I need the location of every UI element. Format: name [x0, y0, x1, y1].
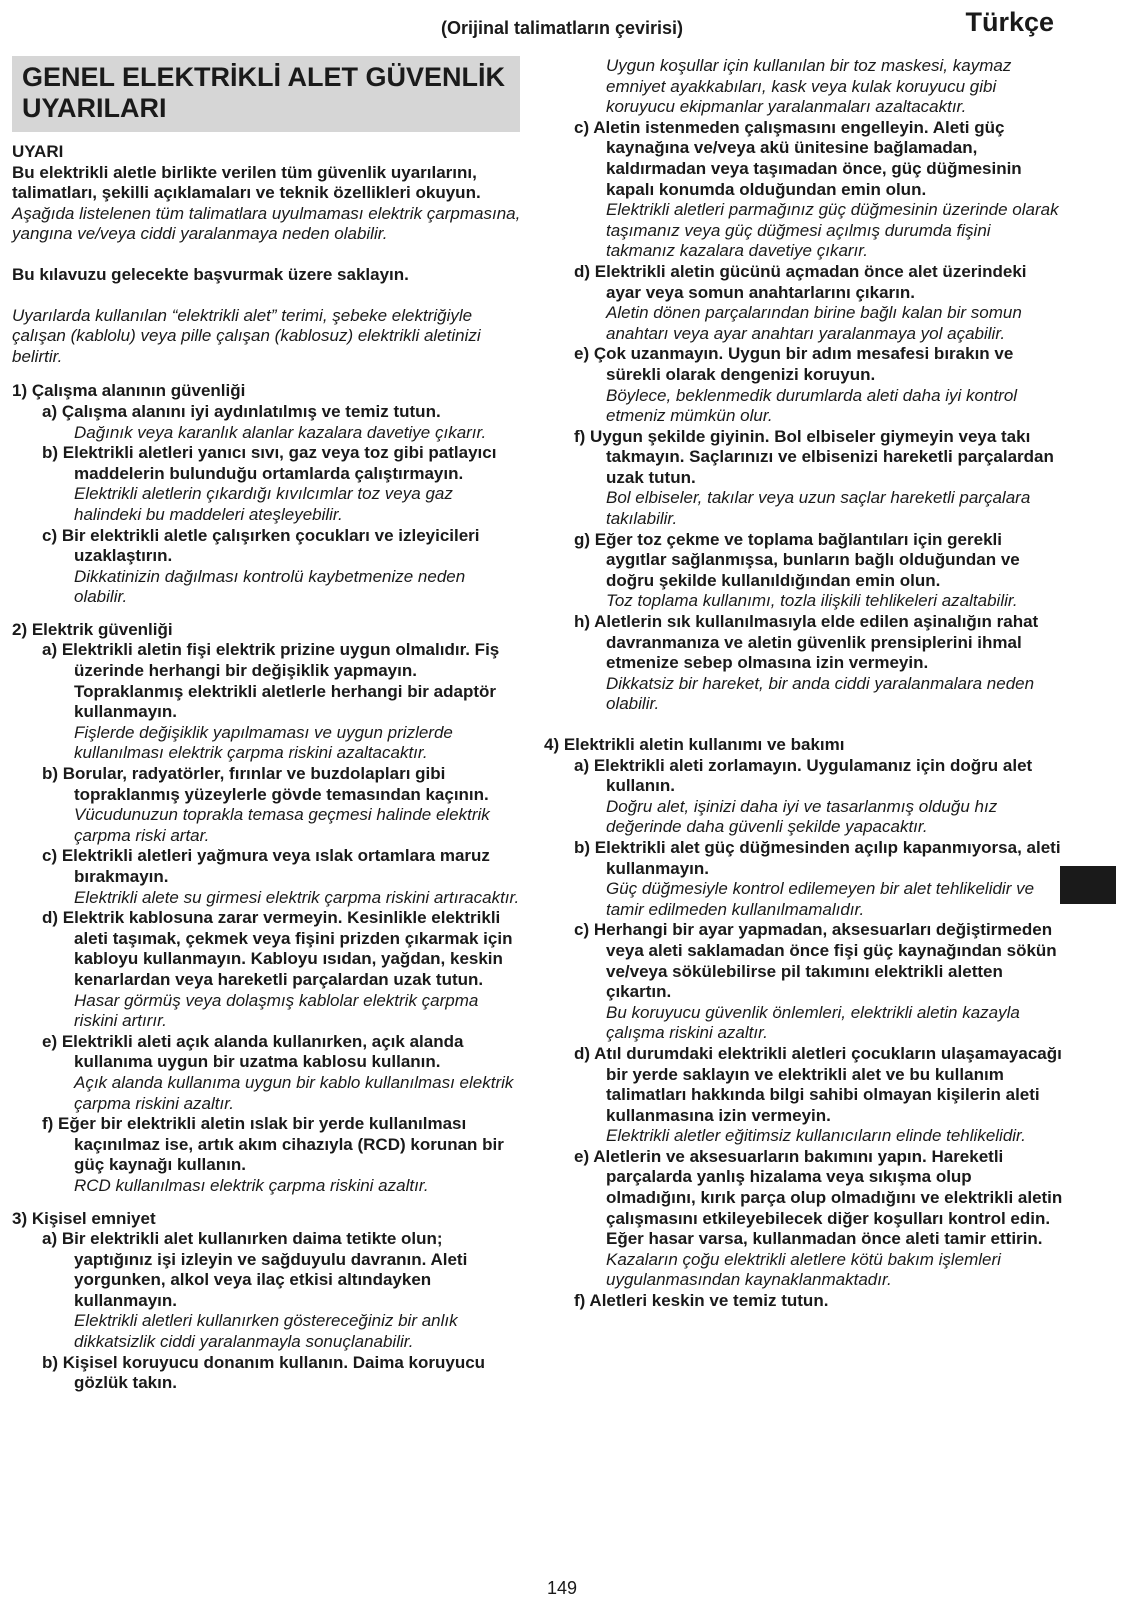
list-item: a) Elektrikli aleti zorlamayın. Uygulamanız için doğru alet kullanın. — [574, 755, 1033, 796]
section-heading-4: 4) Elektrikli aletin kullanımı ve bakımı — [544, 735, 845, 754]
section-title-line2: UYARILARI — [22, 93, 167, 123]
list-item-note: Açık alanda kullanıma uygun bir kablo kullanılması elektrik çarpma riskini azaltır. — [74, 1072, 514, 1113]
list-item: b) Elektrikli alet güç düğmesinden açılıp kapanmıyorsa, aleti kullanmayın. — [574, 837, 1061, 878]
list-item-note: Elektrikli aletleri kullanırken göstereceğiniz bir anlık dikkatsizlik ciddi yaralanmayla sonuçlanabilir. — [74, 1311, 458, 1352]
list-item-note: Dağınık veya karanlık alanlar kazalara davetiye çıkarır. — [74, 422, 487, 442]
list-item-note: Güç düğmesiyle kontrol edilemeyen bir alet tehlikelidir ve tamir edilmeden kullanılmamalıdır. — [606, 879, 1035, 919]
list-item-note: Dikkatinizin dağılması kontrolü kaybetmenize neden olabilir. — [74, 566, 466, 607]
list-item: c) Bir elektrikli aletle çalışırken çocukları ve izleyicileri uzaklaştırın. — [42, 525, 480, 566]
section-title-box — [12, 56, 520, 132]
list-item-note: Vücudunuzun toprakla temasa geçmesi halinde elektrik çarpma riski artar. — [74, 805, 490, 845]
list-item-note: Elektrikli aletleri parmağınız güç düğmesinin üzerinde olarak taşımanız veya güç düğmesi açılmış durumda fişini takmanız kazalara davetiye çıkarır. — [606, 200, 1059, 261]
list-item: a) Elektrikli aletin fişi elektrik prizine uygun olmalıdır. Fiş üzerinde herhangi bir değişiklik yapmayın. Topraklanmış elektrikli aletlerle herhangi bir adaptör kullanmayın. — [42, 640, 500, 722]
list-item-note: Elektrikli alete su girmesi elektrik çarpma riskini artıracaktır. — [74, 887, 520, 907]
term-note-text: Uyarılarda kullanılan “elektrikli alet” terimi, şebeke elektriğiyle çalışan (kablolu) veya pille çalışan (kablosuz) elektrikli aletinizi belirtir. — [12, 305, 481, 366]
list-item: g) Eğer toz çekme ve toplama bağlantıları için gerekli aygıtlar sağlanmışsa, bunların bağlı olduğundan ve doğru şekilde kullanıldığından emin olun. — [574, 529, 1020, 590]
list-item: c) Aletin istenmeden çalışmasını engelleyin. Aleti güç kaynağına ve/veya akü ünitesine bağlamadan, kaldırmadan veya taşımadan önce, güç düğmesinin kapalı konumda olduğundan emin olun. — [574, 117, 1022, 199]
list-item-note: Toz toplama kullanımı, tozla ilişkili tehlikeleri azaltabilir. — [606, 591, 1018, 611]
warning-bold-text: Bu elektrikli aletle birlikte verilen tüm güvenlik uyarılarını, talimatları, şekilli açıklamaları ve teknik özellikleri okuyun. — [12, 162, 481, 203]
list-item-note: Bu koruyucu güvenlik önlemleri, elektrikli aletin kazayla çalışma riskini azaltır. — [606, 1002, 1020, 1043]
list-item: c) Elektrikli aletleri yağmura veya ıslak ortamlara maruz bırakmayın. — [42, 846, 490, 886]
list-item: h) Aletlerin sık kullanılmasıyla elde edilen aşinalığın rahat davranmanıza ve aletin güvenlik prensiplerini ihmal etmenize sebep olmasına izin vermeyin. — [574, 612, 1039, 673]
list-item: d) Atıl durumdaki elektrikli aletleri çocukların ulaşamayacağı bir yerde saklayın ve elektrikli alet ve bu kullanım talimatları hakkında bilgi sahibi olmayan kişilerin aleti kullanmasına izin vermeyin. — [574, 1043, 1062, 1125]
list-item: e) Çok uzanmayın. Uygun bir adım mesafesi bırakın ve sürekli olarak dengenizi koruyun. — [574, 344, 1014, 384]
continued-note: Uygun koşullar için kullanılan bir toz maskesi, kaymaz emniyet ayakkabıları, kask veya kulak koruyucu gibi koruyucu ekipmanlar yaralanmaları azaltacaktır. — [606, 56, 1012, 117]
warning-italic-text: Aşağıda listelenen tüm talimatlara uyulmaması elektrik çarpmasına, yangına ve/veya ciddi yaralanmaya neden olabilir. — [12, 203, 521, 244]
list-item-note: Hasar görmüş veya dolaşmış kablolar elektrik çarpma riskini artırır. — [74, 990, 479, 1031]
list-item: e) Aletlerin ve aksesuarların bakımını yapın. Hareketli parçalarda yanlış hizalama veya sıkışma olup olmadığını, kırık parça olup olmadığını ve elektrikli aletin çalışmasını etkileyebilecek diğer koşulları kontrol edin. Eğer hasar varsa, kullanmadan önce aleti tamir ettirin. — [574, 1146, 1063, 1249]
list-item: a) Bir elektrikli alet kullanırken daima tetikte olun; yaptığınız işi izleyin ve sağduyulu davranın. Aleti yorgunken, alkol veya ilaç etkisi altındayken kullanmayın. — [42, 1229, 468, 1310]
keep-manual-text: Bu kılavuzu gelecekte başvurmak üzere saklayın. — [12, 264, 409, 284]
list-item-note: Aletin dönen parçalarından birine bağlı kalan bir somun anahtarı veya ayar anahtarı yaralanmaya yol açabilir. — [606, 303, 1022, 343]
section-heading-2: 2) Elektrik güvenliği — [12, 619, 173, 639]
section-heading-3: 3) Kişisel emniyet — [12, 1208, 156, 1228]
list-item-note: Doğru alet, işinizi daha iyi ve tasarlanmış olduğu hız değerinde daha güvenli şekilde yapacaktır. — [606, 796, 998, 837]
list-item: f) Uygun şekilde giyinin. Bol elbiseler giymeyin veya takı takmayın. Saçlarınızı ve elbisenizi hareketli parçalardan uzak tutun. — [574, 426, 1054, 487]
left-column — [12, 56, 522, 1394]
list-item: b) Kişisel koruyucu donanım kullanın. Daima koruyucu gözlük takın. — [42, 1352, 486, 1393]
list-item-note: RCD kullanılması elektrik çarpma riskini azaltır. — [74, 1175, 429, 1195]
list-item: b) Elektrikli aletleri yanıcı sıvı, gaz veya toz gibi patlayıcı maddelerin bulunduğu ortamlarda çalıştırmayın. — [42, 443, 497, 483]
list-item: f) Aletleri keskin ve temiz tutun. — [574, 1291, 829, 1311]
list-item: d) Elektrikli aletin gücünü açmadan önce alet üzerindeki ayar veya somun anahtarlarını çıkarın. — [574, 261, 1027, 302]
list-item-note: Bol elbiseler, takılar veya uzun saçlar hareketli parçalara takılabilir. — [606, 488, 1031, 529]
list-item-note: Elektrikli aletler eğitimsiz kullanıcıların elinde tehlikelidir. — [606, 1126, 1026, 1146]
list-item-note: Fişlerde değişiklik yapılmaması ve uygun prizlerde kullanılması elektrik çarpma riskini azaltacaktır. — [74, 722, 453, 763]
section-tab-marker — [1060, 866, 1116, 904]
list-item: d) Elektrik kablosuna zarar vermeyin. Kesinlikle elektrikli aleti taşımak, çekmek veya fişini prizden çıkarmak için kabloyu kullanmayın. Kabloyu ısıdan, yağdan, keskin kenarlardan veya hareketli parçalardan uzak tutun. — [42, 908, 513, 989]
list-item: e) Elektrikli aleti açık alanda kullanırken, açık alanda kullanıma uygun bir uzatma kablosu kullanın. — [42, 1031, 464, 1072]
page-number: 149 — [546, 1578, 578, 1598]
right-column — [544, 56, 1064, 1312]
list-item: a) Çalışma alanını iyi aydınlatılmış ve temiz tutun. — [42, 401, 441, 421]
list-item-note: Böylece, beklenmedik durumlarda aleti daha iyi kontrol etmeniz mümkün olur. — [606, 385, 1018, 426]
list-item: c) Herhangi bir ayar yapmadan, aksesuarları değiştirmeden veya aleti saklamadan önce fişi güç kaynağından sökün ve/veya sökülebilirse pil takımını elektrikli aletten çıkartın. — [574, 920, 1057, 1002]
section-heading-1: 1) Çalışma alanının güvenliği — [12, 381, 246, 401]
header-translation-note: (Orijinal talimatların çevirisi) — [440, 18, 684, 38]
list-item: f) Eğer bir elektrikli aletin ıslak bir yerde kullanılması kaçınılmaz ise, artık akım cihazıyla (RCD) korunan bir güç kaynağı kullanın. — [42, 1114, 504, 1175]
list-item-note: Dikkatsiz bir hareket, bir anda ciddi yaralanmalara neden olabilir. — [606, 673, 1035, 714]
header-language: Türkçe — [965, 7, 1054, 37]
list-item-note: Elektrikli aletlerin çıkardığı kıvılcımlar toz veya gaz halindeki bu maddeleri ateşleyebilir. — [74, 484, 453, 524]
section-title-line1: GENEL ELEKTRİKLİ ALET GÜVENLİK — [22, 62, 506, 92]
warning-label: UYARI — [12, 142, 64, 161]
list-item: b) Borular, radyatörler, fırınlar ve buzdolapları gibi topraklanmış yüzeylerle gövde temasından kaçının. — [42, 764, 489, 804]
list-item-note: Kazaların çoğu elektrikli aletlere kötü bakım işlemleri uygulanmasından kaynaklanmaktadır. — [606, 1249, 1001, 1290]
